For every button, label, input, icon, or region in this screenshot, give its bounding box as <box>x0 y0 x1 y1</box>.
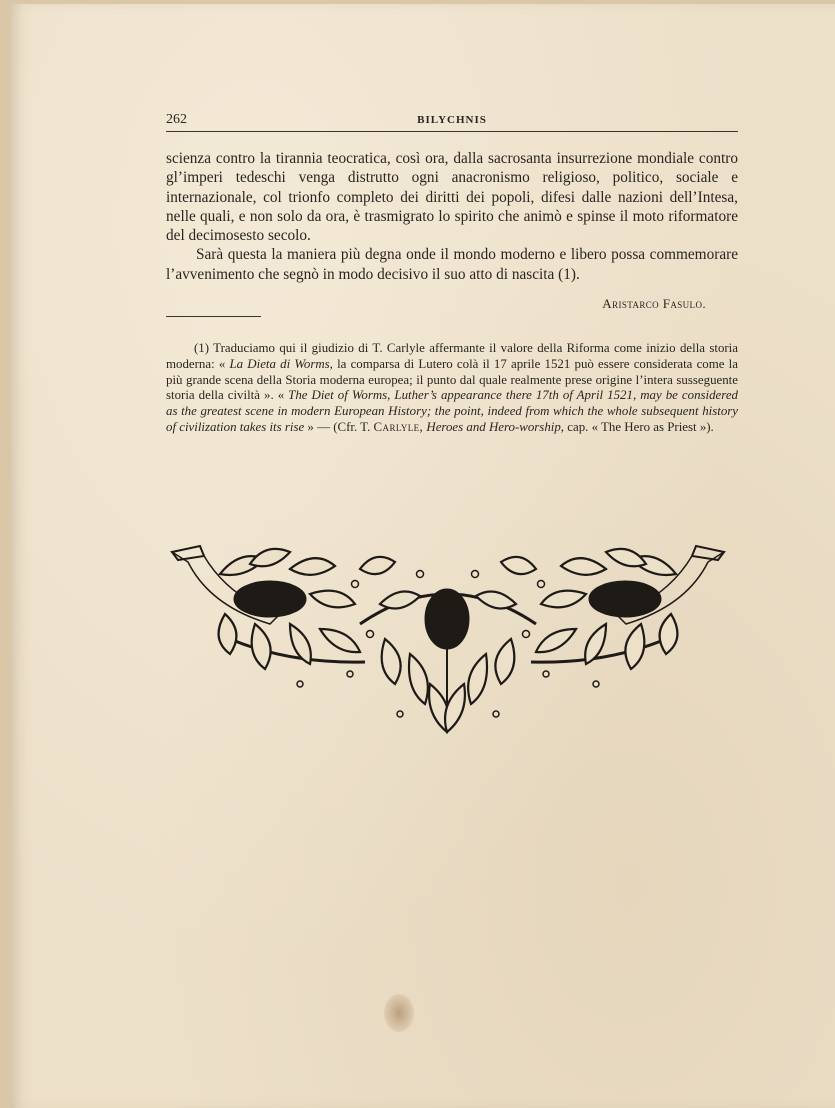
running-head: BILYCHNIS <box>417 114 487 126</box>
body-text <box>166 149 738 284</box>
footnote-rule <box>166 316 261 317</box>
page-number: 262 <box>166 112 187 127</box>
paragraph-1: scienza contro la tirannia teocratica, così ora, dalla sacrosanta insurrezione mondiale contro gl’imperi tedeschi venga distrutto ogni anacronismo religioso, politico, sociale e internazionale, col trionfo completo dei diritti dei popoli, difesi dalle nazioni dell’Intesa, nelle quali, e non solo da ora, è trasmigrato lo spirito che animò e spinse il moto riformatore del decimosesto secolo. <box>166 150 738 245</box>
page <box>10 4 835 1108</box>
page-header <box>166 112 738 132</box>
paragraph-2: Sarà questa la maniera più degna onde il mondo moderno e libero possa commemorare l’avvenimento che segnò in modo decisivo il suo atto di nascita (1). <box>166 246 738 283</box>
laurel-ornament <box>170 544 726 739</box>
paper-stain <box>384 994 414 1032</box>
footnote: (1) Traduciamo qui il giudizio di T. Carlyle affermante il valore della Riforma come inizio della storia moderna: « La Dieta di Worms, la comparsa di Lutero colà il 17 aprile 1521 può essere considerata come la più grande scena della Storia moderna europea; il punto dal quale realmente prese origine l’intera susseguente storia della civiltà ». « The Diet of Worms, Luther’s appearance there 17th of April 1521, may be considered as the greatest scene in modern European History; the point, indeed from which the whole subsequent history of civilization takes its rise » — (Cfr. T. Carlyle, Heroes and Hero-worship, cap. « The Hero as Priest »). <box>166 341 738 434</box>
author-signature: Aristarco Fasulo. <box>602 296 706 311</box>
header-rule <box>166 131 738 132</box>
